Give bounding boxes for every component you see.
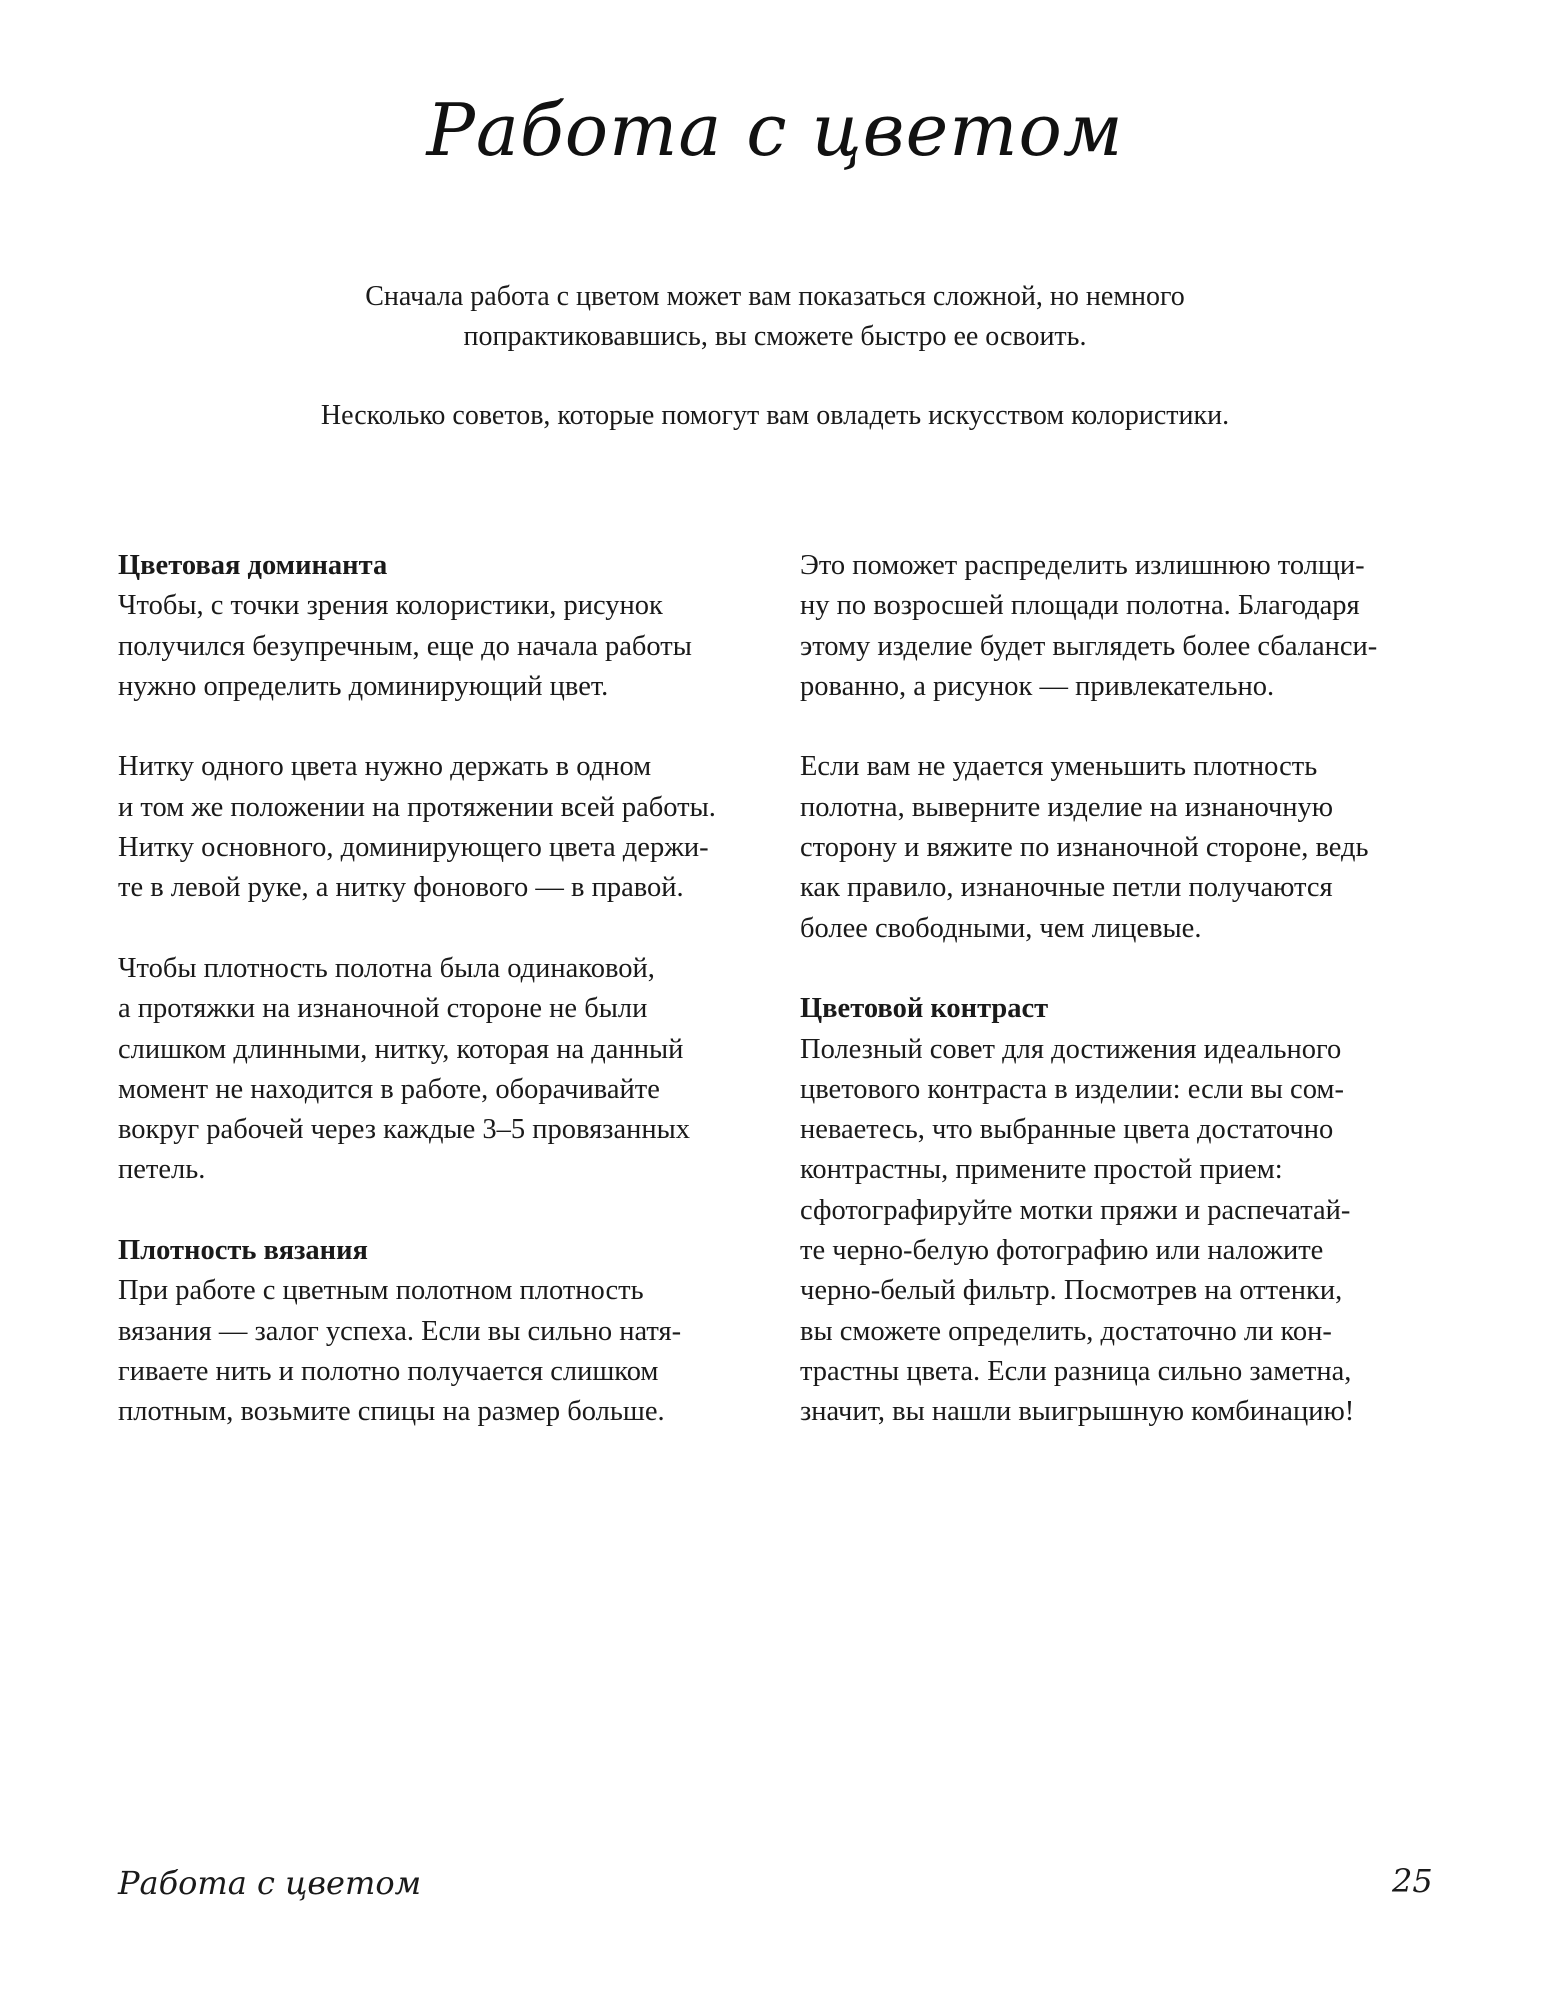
paragraph (118, 949, 758, 1191)
text-line: более свободными, чем лицевые. (800, 912, 1202, 944)
page-title: Работа с цветом (426, 88, 1124, 172)
text-line: контрастны, примените простой прием: (800, 1154, 1283, 1186)
text-line: значит, вы нашли выигрышную комбинацию! (800, 1396, 1355, 1428)
right-column (800, 546, 1440, 1433)
text-line: При работе с цветным полотном плотность (118, 1275, 644, 1307)
text-line: цветового контраста в изделии: если вы сом- (800, 1073, 1344, 1105)
text-line: Это поможет распределить излишнюю толщи- (800, 550, 1365, 581)
text-line: ну по возросшей площади полотна. Благодаря (800, 590, 1360, 622)
text-line: Чтобы, с точки зрения колористики, рисунок (118, 590, 663, 622)
text-line: момент не находится в работе, оборачивайте (118, 1073, 660, 1105)
intro-paragraph (0, 277, 1550, 357)
text-line: Чтобы плотность полотна была одинаковой, (118, 952, 655, 984)
text-line: нужно определить доминирующий цвет. (118, 670, 609, 702)
intro-line: попрактиковавшись, вы сможете быстро ее освоить. (463, 321, 1087, 352)
text-line: получился безупречным, еще до начала работы (118, 630, 692, 662)
text-line: Нитку основного, доминирующего цвета держи- (118, 832, 709, 864)
text-line: рованно, а рисунок — привлекательно. (800, 670, 1275, 702)
paragraph (800, 747, 1440, 948)
text-line: сфотографируйте мотки пряжи и распечатай- (800, 1194, 1351, 1226)
text-line: трастны цвета. Если разница сильно заметна, (800, 1355, 1352, 1387)
text-line: петель. (118, 1154, 206, 1186)
text-line: вязания — залог успеха. Если вы сильно натя- (118, 1315, 682, 1347)
text-line: вокруг рабочей через каждые 3–5 провязанных (118, 1114, 690, 1146)
section-heading: Цветовой контраст (800, 993, 1049, 1025)
paragraph (800, 1030, 1440, 1433)
paragraph (118, 586, 758, 707)
section-heading: Цветовая доминанта (118, 550, 388, 581)
text-line: Нитку одного цвета нужно держать в одном (118, 751, 652, 783)
text-line: вы сможете определить, достаточно ли кон- (800, 1315, 1332, 1347)
paragraph (118, 1271, 758, 1432)
text-line: Если вам не удается уменьшить плотность (800, 751, 1318, 783)
text-line: этому изделие будет выглядеть более сбаланси- (800, 630, 1378, 662)
left-column (118, 546, 758, 1433)
text-line: слишком длинными, нитку, которая на данный (118, 1033, 684, 1065)
intro-tips: Несколько советов, которые помогут вам овладеть искусством колористики. (320, 400, 1230, 431)
paragraph (118, 747, 758, 908)
paragraph (800, 546, 1440, 707)
text-line: полотна, выверните изделие на изнаночную (800, 791, 1334, 823)
running-footer-title: Работа с цветом (118, 1864, 422, 1902)
page-number: 25 (1392, 1862, 1433, 1900)
text-line: как правило, изнаночные петли получаются (800, 872, 1333, 904)
text-line: гиваете нить и полотно получается слишком (118, 1355, 659, 1387)
text-line: и том же положении на протяжении всей работы. (118, 791, 716, 823)
text-line: те в левой руке, а нитку фонового — в правой. (118, 872, 684, 904)
text-line: а протяжки на изнаночной стороне не были (118, 993, 648, 1025)
intro-line: Сначала работа с цветом может вам показаться сложной, но немного (365, 281, 1185, 312)
text-line: Полезный совет для достижения идеального (800, 1033, 1342, 1065)
section-heading: Плотность вязания (118, 1235, 368, 1267)
text-line: неваетесь, что выбранные цвета достаточно (800, 1114, 1334, 1146)
text-line: те черно-белую фотографию или наложите (800, 1235, 1324, 1267)
text-line: черно-белый фильтр. Посмотрев на оттенки, (800, 1275, 1343, 1307)
text-line: сторону и вяжите по изнаночной стороне, ведь (800, 832, 1369, 864)
text-line: плотным, возьмите спицы на размер больше. (118, 1396, 665, 1428)
